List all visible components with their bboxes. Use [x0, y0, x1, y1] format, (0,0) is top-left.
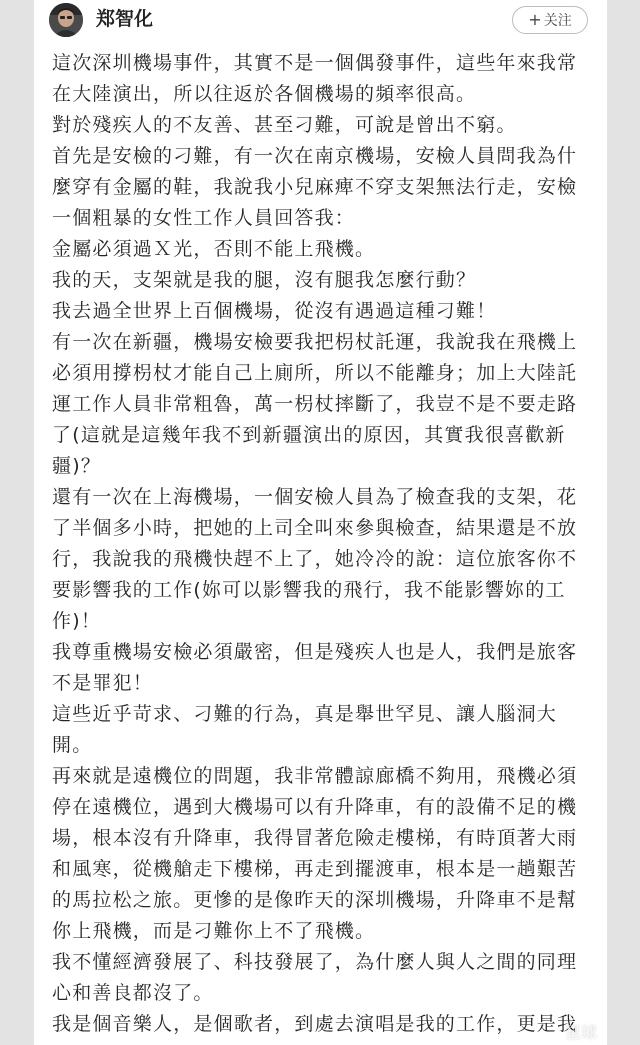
plus-icon: +	[528, 10, 542, 29]
paragraph: 對於殘疾人的不友善、甚至刁難，可說是曾出不窮。	[52, 114, 517, 136]
paragraph: 還有一次在上海機場，一個安檢人員為了檢查我的支架，花了半個多小時，把她的上司全叫來參與檢查，結果還是不放行，我說我的飛機快趕不上了，她冷冷的說：這位旅客你不要影響我的工作(妳可以影響我的飛行，我不能影響妳的工作)！	[52, 486, 578, 632]
paragraph: 有一次在新疆，機場安檢要我把枴杖託運，我說我在飛機上必須用撐枴杖才能自己上廁所，所以不能離身；加上大陸託運工作人員非常粗魯，萬一枴杖摔斷了，我豈不是不要走路了(這就是這幾年我不到新疆演出的原因，其實我很喜歡新疆)？	[52, 331, 578, 477]
follow-label: 关注	[543, 13, 572, 29]
watermark: 星球	[564, 1023, 597, 1042]
paragraph: 我不懂經濟發展了、科技發展了，為什麼人與人之間的同理心和善良都沒了。	[52, 951, 578, 1004]
post-card	[34, 0, 607, 1045]
paragraph: 這些近乎苛求、刁難的行為，真是舉世罕見、讓人腦洞大開。	[52, 703, 558, 756]
paragraph: 我的天，支架就是我的腿，沒有腿我怎麼行動？	[52, 269, 477, 291]
post-content	[52, 48, 592, 1040]
paragraph: 金屬必須過Ｘ光，否則不能上飛機。	[52, 238, 376, 260]
paragraph: 我尊重機場安檢必須嚴密，但是殘疾人也是人，我們是旅客不是罪犯！	[52, 641, 578, 694]
paragraph: 我是個音樂人，是個歌者，到處去演唱是我的工作，更是我	[52, 1013, 578, 1035]
avatar[interactable]	[49, 3, 83, 37]
avatar-image	[49, 3, 83, 37]
post-header	[34, 0, 607, 46]
paragraph: 這次深圳機場事件，其實不是一個偶發事件，這些年來我常在大陸演出，所以往返於各個機場的頻率很高。	[52, 52, 578, 105]
paragraph: 我去過全世界上百個機場，從沒有遇過這種刁難！	[52, 300, 497, 322]
username[interactable]: 郑智化	[96, 8, 154, 30]
follow-button[interactable]	[512, 6, 588, 34]
paragraph: 首先是安檢的刁難，有一次在南京機場，安檢人員問我為什麼穿有金屬的鞋，我說我小兒麻痺不穿支架無法行走，安檢一個粗暴的女性工作人員回答我：	[52, 145, 578, 229]
paragraph: 再來就是遠機位的問題，我非常體諒廊橋不夠用，飛機必須停在遠機位，遇到大機場可以有升降車，有的設備不足的機場，根本沒有升降車，我得冒著危險走樓梯，有時頂著大雨和風寒，從機艙走下樓梯，再走到擺渡車，根本是一趟艱苦的馬拉松之旅。更慘的是像昨天的深圳機場，升降車不是幫你上飛機，而是刁難你上不了飛機。	[52, 765, 578, 942]
